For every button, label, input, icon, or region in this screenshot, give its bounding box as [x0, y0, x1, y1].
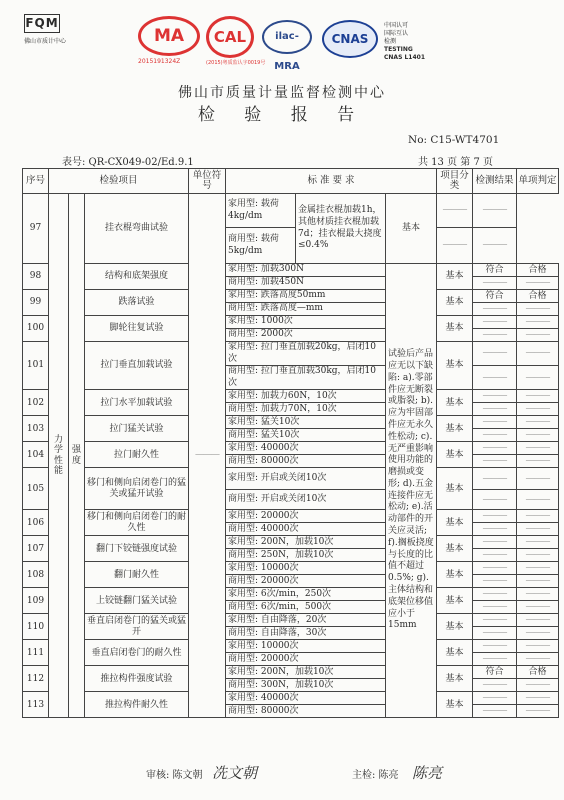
cell-result-home: ——— — [473, 614, 517, 627]
cell-result-commercial: ——— — [473, 303, 517, 316]
cell-judge-commercial: ——— — [517, 455, 559, 468]
table-row — [23, 290, 559, 303]
cma-logo — [138, 16, 200, 64]
header-requirement: 标 准 要 求 — [226, 169, 437, 194]
cell-item: 移门和侧向启闭卷门的猛关或猛开试验 — [85, 468, 189, 510]
cell-class: 基本 — [437, 416, 473, 442]
cell-seq: 112 — [23, 666, 49, 692]
cell-item: 拉门猛关试验 — [85, 416, 189, 442]
reviewer-label: 审核: 陈文朝 — [146, 770, 203, 781]
cell-judge-home: ——— — [517, 342, 559, 366]
cell-item: 拉门耐久性 — [85, 442, 189, 468]
cell-seq: 108 — [23, 562, 49, 588]
cell-seq: 111 — [23, 640, 49, 666]
cell-seq: 100 — [23, 316, 49, 342]
cell-req-commercial: 商用型: 加载450N — [226, 277, 386, 290]
cell-judge-commercial: ——— — [473, 228, 517, 264]
cell-req-commercial: 商用型: 拉门垂直加载30kg，启闭10次 — [226, 366, 386, 390]
cell-item: 拉门垂直加载试验 — [85, 342, 189, 390]
cell-req-home: 家用型: 跌落高度50mm — [226, 290, 386, 303]
cell-seq: 103 — [23, 416, 49, 442]
cell-judge-commercial: ——— — [517, 575, 559, 588]
cell-seq: 105 — [23, 468, 49, 510]
cell-result-home: ——— — [473, 536, 517, 549]
cell-item: 脚轮往复试验 — [85, 316, 189, 342]
cell-seq: 106 — [23, 510, 49, 536]
cell-item: 移门和侧向启闭卷门的耐久性 — [85, 510, 189, 536]
cell-judge-home: ——— — [517, 640, 559, 653]
cell-result-commercial: ——— — [473, 549, 517, 562]
header-unit: 单位符号 — [189, 169, 226, 194]
cell-judge-commercial: ——— — [517, 490, 559, 510]
cell-judge-home: ——— — [517, 562, 559, 575]
cnas-line-4: TESTING — [384, 46, 413, 53]
cell-class: 基本 — [437, 264, 473, 290]
cell-judge-home: ——— — [517, 316, 559, 329]
cell-result-commercial: ——— — [473, 523, 517, 536]
cell-seq: 110 — [23, 614, 49, 640]
table-row — [23, 640, 559, 653]
cell-judge-home: 合格 — [517, 290, 559, 303]
cell-result-home: ——— — [473, 316, 517, 329]
cell-req-commercial: 商用型: 猛关10次 — [226, 429, 386, 442]
header-seq: 序号 — [23, 169, 49, 194]
table-body — [23, 194, 559, 718]
cell-seq: 98 — [23, 264, 49, 290]
cell-req-home: 家用型: 载荷4kg/dm — [226, 194, 296, 228]
cell-judge-home: ——— — [517, 692, 559, 705]
cell-result-commercial: ——— — [473, 455, 517, 468]
report-number: No: C15-WT4701 — [408, 134, 500, 146]
header-item: 检验项目 — [49, 169, 189, 194]
cell-req-home: 家用型: 20000次 — [226, 510, 386, 523]
cell-seq: 97 — [23, 194, 49, 264]
cnas-line-5: CNAS L1401 — [384, 54, 426, 61]
cell-item: 翻门下铰链强度试验 — [85, 536, 189, 562]
cell-req-home: 家用型: 10000次 — [226, 640, 386, 653]
cell-result-commercial: ——— — [473, 601, 517, 614]
cell-class: 基本 — [437, 536, 473, 562]
cell-class: 基本 — [437, 614, 473, 640]
cell-result-commercial: ——— — [473, 490, 517, 510]
cell-judge-home: ——— — [517, 510, 559, 523]
cnas-line-1: 中国认可 — [384, 22, 409, 29]
cell-item: 挂衣棍弯曲试验 — [85, 194, 189, 264]
cell-item: 上铰链翻门猛关试验 — [85, 588, 189, 614]
cell-result-home: 符合 — [473, 666, 517, 679]
cell-item: 推拉构件强度试验 — [85, 666, 189, 692]
cell-result-commercial: ——— — [473, 329, 517, 342]
cell-judge-commercial: ——— — [517, 523, 559, 536]
cell-req-home: 家用型: 6次/min，250次 — [226, 588, 386, 601]
cal-logo-mark: CAL — [206, 16, 254, 58]
table-row — [23, 194, 559, 228]
table-row — [23, 390, 559, 403]
cell-result-home: ——— — [473, 342, 517, 366]
cell-class: 基本 — [437, 640, 473, 666]
fqm-logo-caption: 佛山市质计中心 — [24, 38, 67, 45]
category-strength: 强度 — [69, 194, 85, 718]
cell-class: 基本 — [437, 442, 473, 468]
cell-seq: 113 — [23, 692, 49, 718]
cell-judge-home: ——— — [517, 416, 559, 429]
cell-item: 垂直启闭卷门的猛关或猛开 — [85, 614, 189, 640]
cell-req-commercial: 商用型: 跌落高度—mm — [226, 303, 386, 316]
cell-judge-commercial: ——— — [517, 627, 559, 640]
cell-hang-note: 金属挂衣棍加载1h，其他材质挂衣棍加载7d；挂衣棍最大挠度≤0.4% — [296, 194, 386, 264]
cnas-caption — [384, 22, 444, 62]
cell-judge-home: ——— — [517, 614, 559, 627]
report-title: 检 验 报 告 — [197, 105, 367, 125]
cell-req-commercial: 商用型: 250N，加载10次 — [226, 549, 386, 562]
cell-req-commercial: 商用型: 300N，加载10次 — [226, 679, 386, 692]
cell-judge-commercial: ——— — [517, 429, 559, 442]
cell-req-commercial: 商用型: 20000次 — [226, 575, 386, 588]
header-judge: 单项判定 — [517, 169, 559, 194]
cell-req-commercial: 商用型: 40000次 — [226, 523, 386, 536]
cnas-logo — [322, 20, 382, 60]
cell-judge-home: 合格 — [517, 666, 559, 679]
cell-result-commercial: ——— — [437, 228, 473, 264]
table-row — [23, 536, 559, 549]
organization-name: 佛山市质量计量监督检测中心 — [178, 85, 386, 101]
cell-judge-commercial: ——— — [517, 366, 559, 390]
cell-class: 基本 — [437, 562, 473, 588]
cell-judge-home: ——— — [517, 536, 559, 549]
cnas-line-2: 国际互认 — [384, 30, 409, 37]
cell-seq: 101 — [23, 342, 49, 390]
cell-seq: 104 — [23, 442, 49, 468]
page-info: 共 13 页 第 7 页 — [418, 157, 493, 168]
cell-result-commercial: ——— — [473, 679, 517, 692]
ilac-mra-logo — [262, 20, 318, 72]
cell-req-home: 家用型: 加载300N — [226, 264, 386, 277]
cell-result-commercial: ——— — [473, 277, 517, 290]
cell-req-commercial: 商用型: 加载力70N，10次 — [226, 403, 386, 416]
cell-item: 拉门水平加载试验 — [85, 390, 189, 416]
table-header-row — [23, 169, 559, 194]
table-row — [23, 614, 559, 627]
cell-result-home: ——— — [473, 562, 517, 575]
reviewer-signature: 冼文朝 — [212, 764, 258, 782]
cma-code: 2015191324Z — [138, 58, 181, 65]
cell-req-home: 家用型: 10000次 — [226, 562, 386, 575]
cell-seq: 107 — [23, 536, 49, 562]
cell-class: 基本 — [437, 692, 473, 718]
cell-class: 基本 — [437, 468, 473, 510]
cell-judge-home: ——— — [517, 390, 559, 403]
cell-common-note: 试验后产品应无以下缺陷: a).零部件应无断裂或脂裂; b).应为牢固部件应无永久性松动; c).无严重影响使用功能的磨损或变形; d).五金连接件应无松动; e).活动部件的开关应灵活; f).搁板挠度与长度的比值不超过0.5%; g).主体结构和底架位移值应小于15mm — [386, 264, 437, 718]
cell-req-home: 家用型: 猛关10次 — [226, 416, 386, 429]
cell-judge-home: 合格 — [517, 264, 559, 277]
cell-req-home: 家用型: 加载力60N，10次 — [226, 390, 386, 403]
cell-class: 基本 — [437, 342, 473, 390]
cell-item: 推拉构件耐久性 — [85, 692, 189, 718]
fqm-logo-mark: FQM — [24, 14, 60, 33]
cell-req-commercial: 商用型: 开启或关闭10次 — [226, 490, 386, 510]
table-row — [23, 588, 559, 601]
cell-req-home: 家用型: 40000次 — [226, 442, 386, 455]
cnas-logo-mark: CNAS — [322, 20, 378, 58]
cell-judge-home: ——— — [517, 588, 559, 601]
cell-result-home: ——— — [473, 390, 517, 403]
cell-result-home: ——— — [473, 468, 517, 490]
cell-req-commercial: 商用型: 20000次 — [226, 653, 386, 666]
cell-class: 基本 — [437, 316, 473, 342]
cell-judge-commercial: ——— — [517, 403, 559, 416]
table-row — [23, 510, 559, 523]
tester-signature: 陈亮 — [412, 764, 443, 782]
cell-req-home: 家用型: 自由降落，20次 — [226, 614, 386, 627]
cell-result-commercial: ——— — [473, 366, 517, 390]
cell-req-home: 家用型: 200N，加载10次 — [226, 536, 386, 549]
cell-result-home: ——— — [473, 640, 517, 653]
cell-item: 翻门耐久性 — [85, 562, 189, 588]
cell-req-commercial: 商用型: 2000次 — [226, 329, 386, 342]
cell-result-commercial: ——— — [473, 429, 517, 442]
cell-result-commercial: ——— — [473, 403, 517, 416]
cell-result-commercial: ——— — [473, 575, 517, 588]
cell-result-home: 符合 — [473, 264, 517, 277]
cell-judge-commercial: ——— — [517, 653, 559, 666]
table-row — [23, 442, 559, 455]
cell-class: 基本 — [437, 290, 473, 316]
cell-judge-home: ——— — [517, 468, 559, 490]
cell-item: 垂直启闭卷门的耐久性 — [85, 640, 189, 666]
cma-logo-mark: MA — [138, 16, 200, 56]
cell-item: 跌落试验 — [85, 290, 189, 316]
cell-result-home: ——— — [473, 692, 517, 705]
cell-class: 基本 — [437, 510, 473, 536]
cell-judge-commercial: ——— — [517, 679, 559, 692]
fqm-logo — [24, 14, 70, 52]
form-number: 表号: QR-CX049-02/Ed.9.1 — [62, 157, 194, 168]
cell-req-commercial: 商用型: 载荷5kg/dm — [226, 228, 296, 264]
table-row — [23, 692, 559, 705]
table-row — [23, 342, 559, 366]
cal-code: (2015)粤质监认字0019号 — [206, 60, 266, 66]
cell-req-home: 家用型: 40000次 — [226, 692, 386, 705]
cell-result-home: ——— — [473, 442, 517, 455]
cell-judge-commercial: ——— — [517, 329, 559, 342]
cell-result-home: ——— — [437, 194, 473, 228]
category-mechanical: 力学性能 — [49, 194, 69, 718]
inspection-table — [22, 168, 559, 718]
cell-req-home: 家用型: 200N，加载10次 — [226, 666, 386, 679]
cell-class: 基本 — [437, 666, 473, 692]
cell-class: 基本 — [437, 588, 473, 614]
cell-class: 基本 — [386, 194, 437, 264]
cell-judge-home: ——— — [473, 194, 517, 228]
cell-result-home: ——— — [473, 588, 517, 601]
cell-seq: 102 — [23, 390, 49, 416]
cell-req-home: 家用型: 开启或关闭10次 — [226, 468, 386, 490]
cell-judge-commercial: ——— — [517, 705, 559, 718]
cell-result-home: 符合 — [473, 290, 517, 303]
ilac-logo-mark: ilac-MRA — [262, 20, 312, 54]
cell-req-commercial: 商用型: 6次/min，500次 — [226, 601, 386, 614]
table-row — [23, 562, 559, 575]
cell-judge-home: ——— — [517, 442, 559, 455]
cell-req-commercial: 商用型: 自由降落，30次 — [226, 627, 386, 640]
cell-judge-commercial: ——— — [517, 303, 559, 316]
cnas-line-3: 检测 — [384, 38, 397, 45]
cell-item: 结构和底架强度 — [85, 264, 189, 290]
table-row — [23, 416, 559, 429]
cell-result-home: ——— — [473, 416, 517, 429]
cell-seq: 109 — [23, 588, 49, 614]
cell-judge-commercial: ——— — [517, 549, 559, 562]
cal-logo — [206, 16, 266, 66]
cell-req-commercial: 商用型: 80000次 — [226, 455, 386, 468]
cell-judge-commercial: ——— — [517, 601, 559, 614]
cell-req-home: 家用型: 拉门垂直加载20kg，启闭10次 — [226, 342, 386, 366]
table-row — [23, 264, 559, 277]
table-row — [23, 468, 559, 490]
tester-label: 主检: 陈亮 — [352, 770, 399, 781]
cell-req-home: 家用型: 1000次 — [226, 316, 386, 329]
cell-result-commercial: ——— — [473, 705, 517, 718]
cell-unit: ——— — [189, 194, 226, 718]
cell-class: 基本 — [437, 390, 473, 416]
header-result: 检测结果 — [473, 169, 517, 194]
cell-seq: 99 — [23, 290, 49, 316]
table-row — [23, 666, 559, 679]
cell-req-commercial: 商用型: 80000次 — [226, 705, 386, 718]
cell-judge-commercial: ——— — [517, 277, 559, 290]
header-class: 项目分类 — [437, 169, 473, 194]
cell-result-commercial: ——— — [473, 627, 517, 640]
table-row — [23, 316, 559, 329]
cell-result-commercial: ——— — [473, 653, 517, 666]
cell-result-home: ——— — [473, 510, 517, 523]
